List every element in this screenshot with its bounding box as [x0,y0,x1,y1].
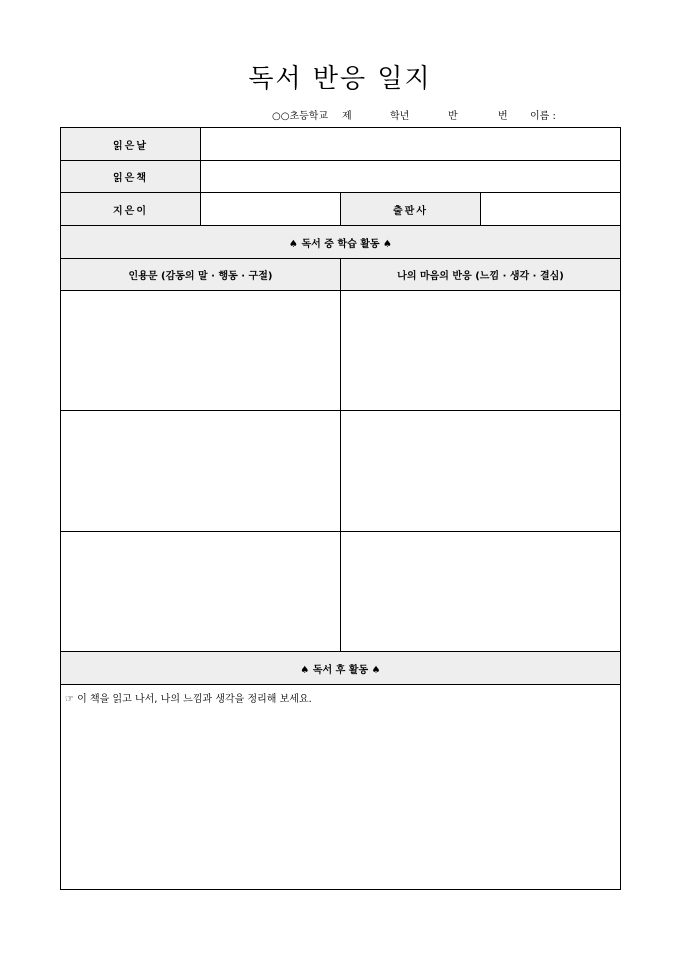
after-reading-writing-area[interactable] [61,685,621,890]
after-reading-title: ♠ 독서 후 활동 ♠ [61,652,621,685]
response-entry[interactable] [341,291,621,411]
date-read-label: 읽은날 [61,128,201,161]
book-read-label: 읽은책 [61,161,201,193]
response-entry[interactable] [341,532,621,652]
quote-entry[interactable] [61,532,341,652]
during-reading-title: ♠ 독서 중 학습 활동 ♠ [61,226,621,259]
book-read-field[interactable] [201,161,621,193]
after-reading-instruction: ☞ 이 책을 읽고 나서, 나의 느낌과 생각을 정리해 보세요. [65,694,312,705]
date-read-field[interactable] [201,128,621,161]
quote-entry[interactable] [61,291,341,411]
grade-suffix: 학년 [390,111,410,122]
publisher-label: 출판사 [341,193,481,226]
publisher-field[interactable] [481,193,621,226]
quote-entry[interactable] [61,411,341,532]
quote-column-header: 인용문 (감동의 말 · 행동 · 구절) [61,259,341,291]
number-suffix: 번 [498,111,508,122]
author-label: 지은이 [61,193,201,226]
page-title: 독서 반응 일지 [248,64,432,94]
response-column-header: 나의 마음의 반응 (느낌 · 생각 · 결심) [341,259,621,291]
author-field[interactable] [201,193,341,226]
name-label: 이름 : [530,111,556,122]
reading-log-table [60,127,621,890]
class-suffix: 반 [448,111,458,122]
response-entry[interactable] [341,411,621,532]
school-name: ○○초등학교 [272,111,329,122]
grade-prefix: 제 [342,111,352,122]
